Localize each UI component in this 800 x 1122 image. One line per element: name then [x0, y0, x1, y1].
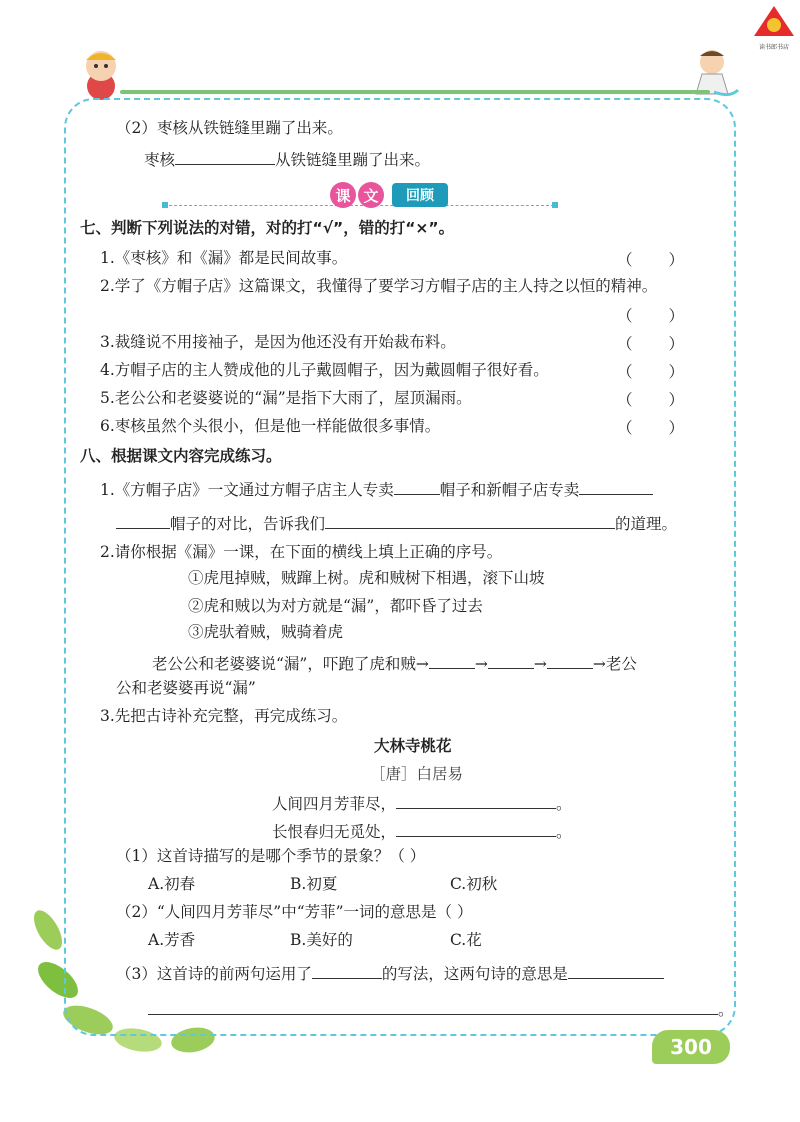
q8-p1-line1: 1.《方帽子店》一文通过方帽子店主人专卖 帽子和新帽子店专卖	[100, 478, 653, 500]
top-divider	[120, 90, 710, 94]
q8-p2-title: 2.请你根据《漏》一课，在下面的横线上填上正确的序号。	[100, 543, 503, 561]
badge-dot-left	[162, 202, 168, 208]
section-badge	[330, 183, 448, 207]
poem-blank-1[interactable]	[396, 792, 556, 809]
q8-p2-option-2: ②虎和贼以为对方就是“漏”，都吓昏了过去	[188, 597, 483, 615]
poem-title: 大林寺桃花	[374, 737, 452, 755]
blank-3[interactable]	[116, 512, 170, 529]
sub-q2-opt-c[interactable]: C.花	[450, 931, 482, 949]
blank-4[interactable]	[325, 512, 615, 529]
logo-text: 读书郎书店	[758, 44, 789, 51]
q7-item-1: 1.《枣核》和《漏》都是民间故事。	[100, 249, 348, 267]
sub-q1-opt-b[interactable]: B.初夏	[290, 875, 338, 893]
badge-dot-right	[552, 202, 558, 208]
sub-q3-blank-2[interactable]	[568, 962, 664, 979]
q7-title: 七、判断下列说法的对错，对的打“√”，错的打“×”。	[80, 219, 455, 237]
q7-item-2: 2.学了《方帽子店》这篇课文，我懂得了要学习方帽子店的主人持之以恒的精神。	[100, 277, 658, 295]
publisher-logo	[752, 4, 796, 51]
seq-blank-1[interactable]	[429, 652, 475, 669]
prev-sub2: （2）枣核从铁链缝里蹦了出来。	[116, 119, 343, 137]
poem-line-2: 长恨春归无觅处， 。	[272, 820, 572, 842]
q8-p2-sequence-line2: 公和老婆婆再说“漏”	[116, 679, 256, 697]
q8-p2-option-1: ①虎甩掉贼，贼蹿上树。虎和贼树下相遇，滚下山坡	[188, 569, 545, 587]
q7-answer-2[interactable]: （）	[616, 307, 720, 325]
badge-char-1: 课	[330, 182, 356, 208]
sub-q3-blank-1[interactable]	[312, 962, 382, 979]
seq-blank-3[interactable]	[547, 652, 593, 669]
sub-q2-opt-b[interactable]: B.美好的	[290, 931, 353, 949]
q7-item-3: 3.裁缝说不用接袖子，是因为他还没有开始裁布料。	[100, 333, 456, 351]
q7-answer-5[interactable]: （）	[616, 391, 720, 409]
q7-answer-4[interactable]: （）	[616, 363, 720, 381]
blank-1[interactable]	[394, 478, 440, 495]
q8-p2-option-3: ③虎驮着贼，贼骑着虎	[188, 623, 344, 641]
blank-2[interactable]	[579, 478, 653, 495]
badge-label: 回顾	[392, 183, 448, 207]
sub-q1-opt-c[interactable]: C.初秋	[450, 875, 498, 893]
q8-title: 八、根据课文内容完成练习。	[80, 447, 282, 465]
prev-sub2-fill: 枣核 从铁链缝里蹦了出来。	[144, 148, 430, 170]
logo-icon	[752, 4, 796, 38]
seq-blank-2[interactable]	[488, 652, 534, 669]
q7-item-6: 6.枣核虽然个头很小，但是他一样能做很多事情。	[100, 417, 441, 435]
sub-q1-opt-a[interactable]: A.初春	[148, 875, 196, 893]
q7-item-4: 4.方帽子店的主人赞成他的儿子戴圆帽子，因为戴圆帽子很好看。	[100, 361, 549, 379]
q8-p1-line2: 帽子的对比，告诉我们 的道理。	[116, 512, 677, 534]
sub-q3-line2: 。	[148, 998, 734, 1020]
sub-q2-opt-a[interactable]: A.芳香	[148, 931, 196, 949]
q7-item-5: 5.老公公和老婆婆说的“漏”是指下大雨了，屋顶漏雨。	[100, 389, 472, 407]
badge-char-2: 文	[358, 182, 384, 208]
poem-blank-2[interactable]	[396, 820, 556, 837]
sub-q1: （1）这首诗描写的是哪个季节的景象？（ ）	[116, 847, 426, 865]
poem-author: ［唐］白居易	[370, 765, 464, 783]
poem-line-1: 人间四月芳菲尽， 。	[272, 792, 572, 814]
sub-q3: （3）这首诗的前两句运用了 的写法，这两句诗的意思是	[116, 962, 664, 984]
sub-q3-blank-3[interactable]	[148, 998, 718, 1015]
q8-p3-title: 3.先把古诗补充完整，再完成练习。	[100, 707, 348, 725]
page-number: 300	[652, 1030, 730, 1064]
q7-answer-3[interactable]: （）	[616, 335, 720, 353]
sub-q2: （2）“人间四月芳菲尽”中“芳菲”一词的意思是（ ）	[116, 903, 473, 921]
q8-p2-sequence: 老公公和老婆婆说“漏”，吓跑了虎和贼→ → → →老公	[152, 652, 637, 674]
q7-answer-1[interactable]: （）	[616, 251, 720, 269]
q7-answer-6[interactable]: （）	[616, 419, 720, 437]
content-frame	[64, 98, 736, 1036]
cartoon-boy-decoration	[76, 46, 126, 102]
